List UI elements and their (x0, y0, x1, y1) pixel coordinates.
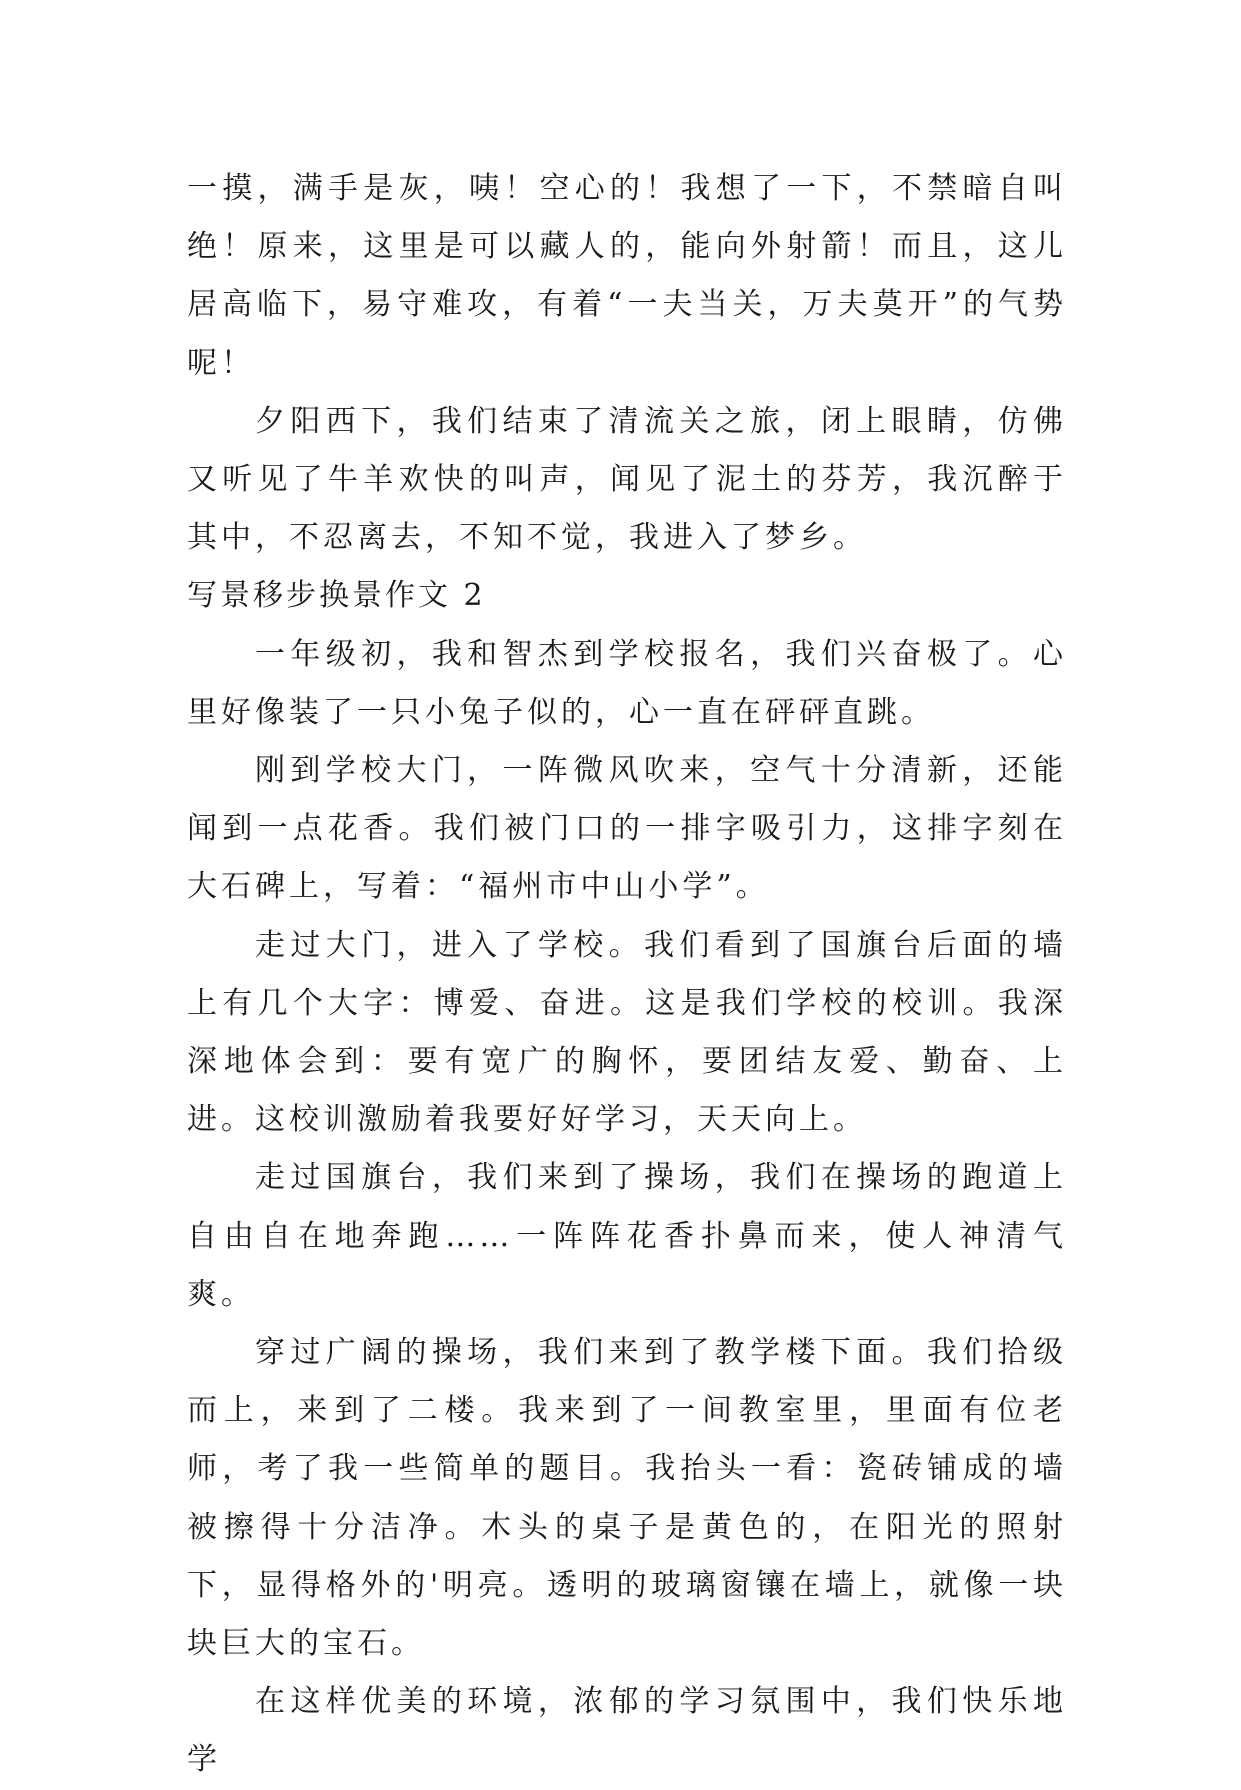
paragraph-environment: 在这样优美的环境，浓郁的学习氛围中，我们快乐地学 (187, 1684, 1067, 1778)
paragraph-playground: 走过国旗台，我们来到了操场，我们在操场的跑道上自由自在地奔跑……一阵阵花香扑鼻而来，使人神清气爽。 (187, 1160, 1067, 1312)
paragraph-classroom: 穿过广阔的操场，我们来到了教学楼下面。我们拾级而上，来到了二楼。我来到了一间教室里，里面有位老师，考了我一些简单的题目。我抬头一看：瓷砖铺成的墙被擦得十分洁净。木头的桌子是黄色的，在阳光的照射下，显得格外的'明亮。透明的玻璃窗镶在墙上，就像一块块巨大的宝石。 (187, 1335, 1067, 1662)
paragraph-sunset: 夕阳西下，我们结束了清流关之旅，闭上眼睛，仿佛又听见了牛羊欢快的叫声，闻见了泥土的芬芳，我沉醉于其中，不忍离去，不知不觉，我进入了梦乡。 (187, 403, 1067, 556)
paragraph-school-gate: 刚到学校大门，一阵微风吹来，空气十分清新，还能闻到一点花香。我们被门口的一排字吸引力，这排字刻在大石碑上，写着：“福州市中山小学”。 (187, 753, 1067, 905)
document-body (187, 160, 1067, 1790)
paragraph-school-motto: 走过大门，进入了学校。我们看到了国旗台后面的墙上有几个大字：博爱、奋进。这是我们学校的校训。我深深地体会到：要有宽广的胸怀，要团结友爱、勤奋、上进。这校训激励着我要好好学习，天天向上。 (187, 927, 1067, 1138)
paragraph-enrollment: 一年级初，我和智杰到学校报名，我们兴奋极了。心里好像装了一只小兔子似的，心一直在砰砰直跳。 (187, 636, 1067, 730)
section-title: 写景移步换景作文 2 (187, 578, 486, 614)
paragraph-continued: 一摸，满手是灰，咦！空心的！我想了一下，不禁暗自叫绝！原来，这里是可以藏人的，能向外射箭！而且，这儿居高临下，易守难攻，有着“一夫当关，万夫莫开”的气势呢！ (187, 171, 1067, 381)
